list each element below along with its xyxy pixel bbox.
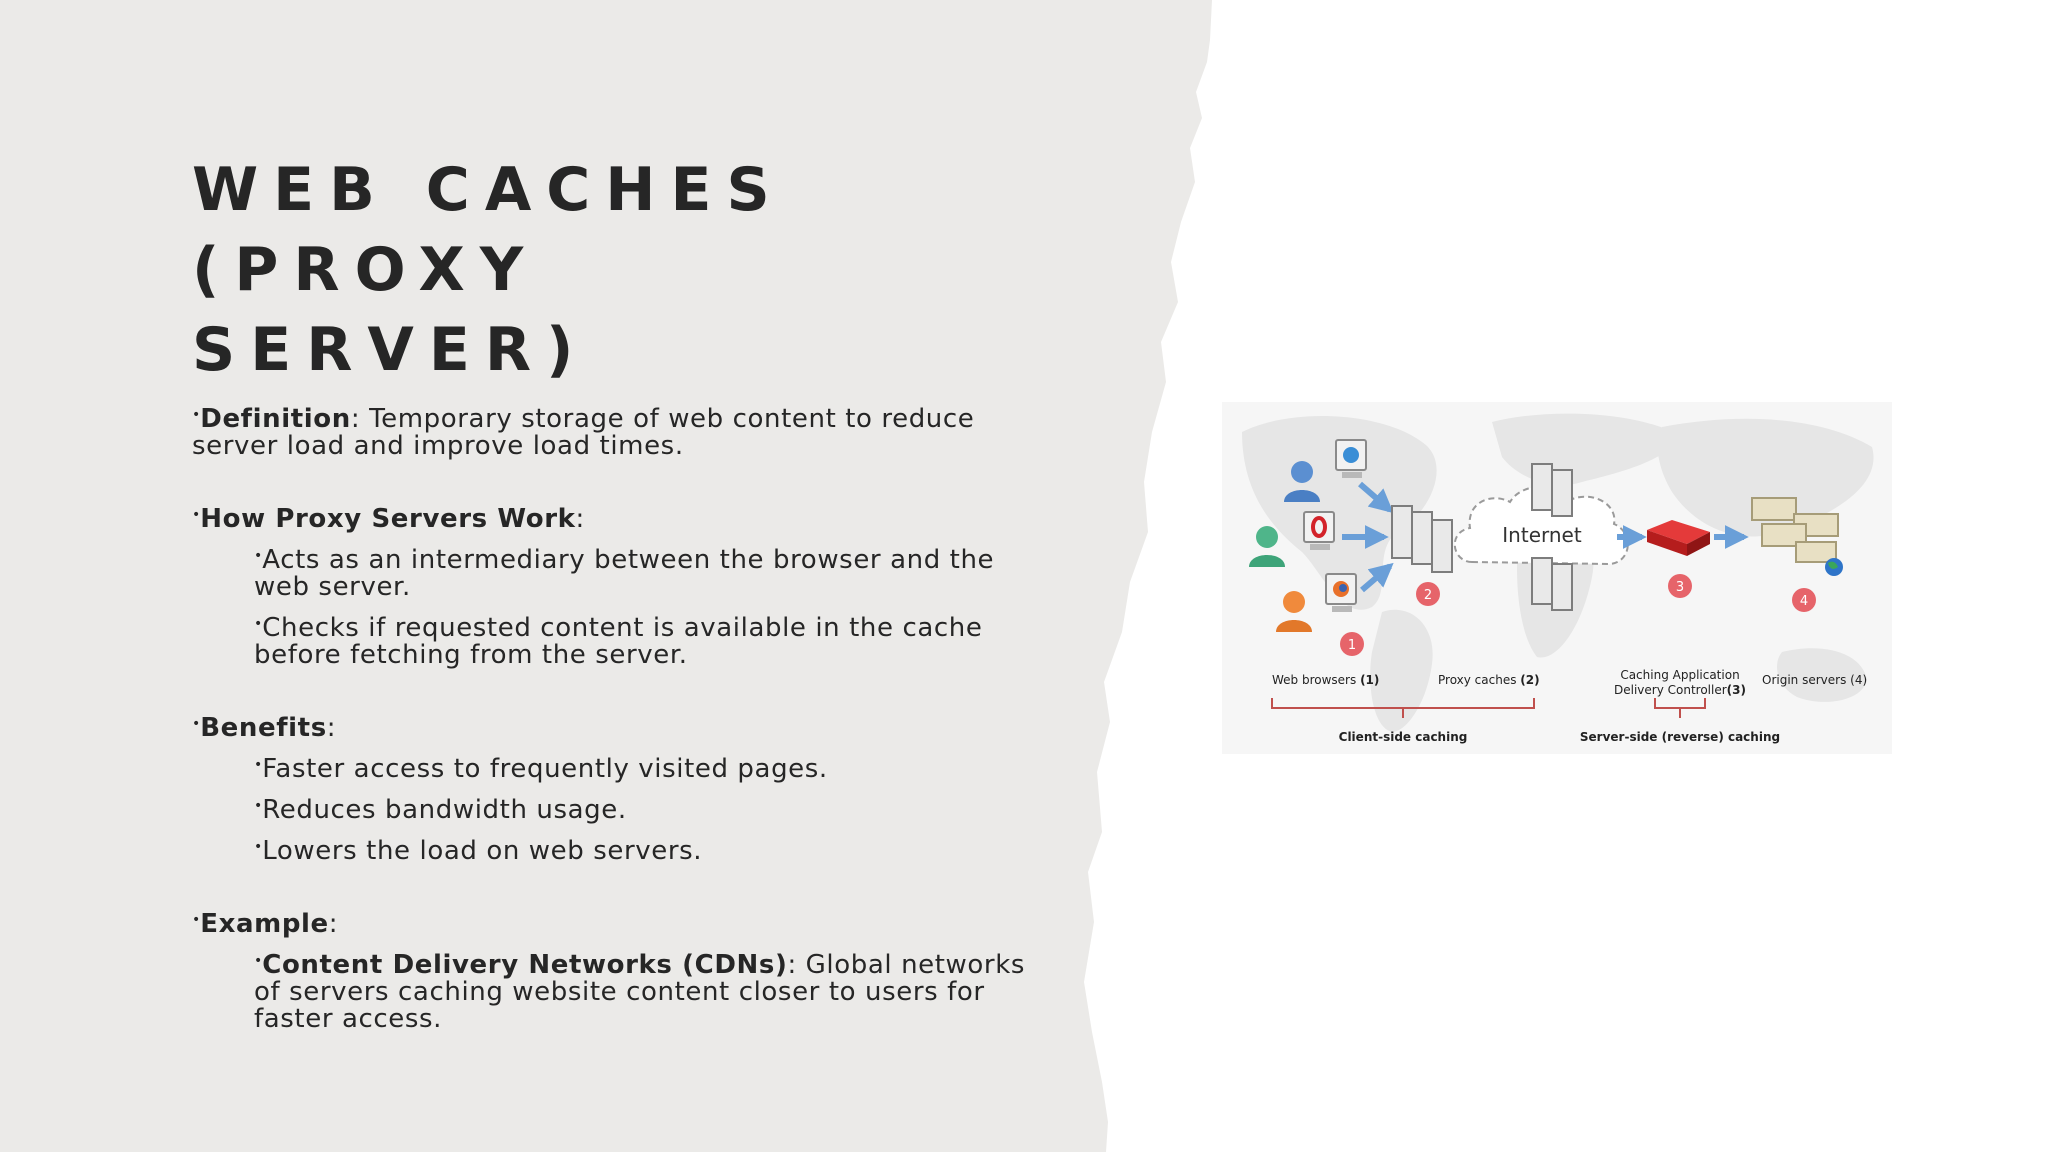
bullet-icon: • [192,507,201,523]
benefit-item [254,752,1052,783]
label-adc-line-2 [1614,683,1746,697]
label-proxy-caches-text: Proxy caches [1438,673,1521,687]
example-label: Example [200,909,329,939]
benefits-label: Benefits [200,713,327,743]
label-web-browsers [1272,673,1379,687]
slide-body [192,402,1052,1075]
how-it-works-item-text: Acts as an intermediary between the browser and the web server. [254,545,995,602]
internet-label: Internet [1502,523,1582,547]
how-it-works-item [254,543,1052,601]
bullet-icon: • [254,953,263,969]
label-adc-line-1: Caching Application [1620,668,1740,682]
benefits-suffix: : [326,713,337,743]
example-suffix: : [328,909,339,939]
benefit-item [254,834,1052,865]
bullet-icon: • [192,912,201,928]
label-web-browsers-text: Web browsers [1272,673,1361,687]
title-line-2: SERVER) [192,315,589,385]
bullet-icon: • [254,757,263,773]
globe-icon [1825,558,1843,576]
badge-2 [1416,582,1440,606]
benefit-item-text: Reduces bandwidth usage. [262,795,627,825]
example-heading [192,907,1052,938]
bullet-icon: • [254,839,263,855]
benefit-item-text: Faster access to frequently visited pages. [262,754,828,784]
label-adc-line-2-num: (3) [1726,683,1746,697]
badge-1-label: 1 [1347,638,1357,653]
how-it-works-suffix: : [575,504,585,534]
badge-3-label: 3 [1675,580,1685,595]
how-it-works-item-text: Checks if requested content is available in the cache before fetching from the server. [254,613,983,670]
label-proxy-caches-num: (2) [1520,673,1540,687]
web-caching-diagram [1222,402,1892,754]
how-it-works-heading [192,502,1052,533]
bullet-icon: • [254,798,263,814]
how-it-works-section [192,502,1052,669]
benefits-heading [192,711,1052,742]
definition-section [192,402,1052,460]
bullet-icon: • [192,716,201,732]
badge-4 [1792,588,1816,612]
internet-servers-bottom-icon [1532,558,1572,610]
example-item-label: Content Delivery Networks (CDNs) [262,950,788,980]
label-origin-servers: Origin servers (4) [1762,673,1868,687]
badge-3 [1668,574,1692,598]
label-server-side-caching: Server-side (reverse) caching [1579,730,1781,744]
internet-servers-top-icon [1532,464,1572,516]
example-section [192,907,1052,1033]
label-adc-line-2-text: Delivery Controller [1614,683,1727,697]
badge-4-label: 4 [1799,594,1809,609]
how-it-works-label: How Proxy Servers Work [200,504,576,534]
label-client-side-caching: Client-side caching [1338,730,1468,744]
badge-2-label: 2 [1423,588,1433,603]
how-it-works-item [254,611,1052,669]
benefit-item-text: Lowers the load on web servers. [262,836,703,866]
title-line-1: WEB CACHES (PROXY [192,155,785,305]
label-proxy-caches [1438,673,1540,687]
example-item-text: : Global networks of servers caching website content closer to users for faster access. [254,950,1025,1034]
benefit-item [254,793,1052,824]
bullet-icon: • [254,548,263,564]
definition-item [192,402,1052,460]
definition-label: Definition [200,404,351,434]
slide-title [192,150,1092,390]
badge-1 [1340,632,1364,656]
definition-text: : Temporary storage of web content to reduce server load and improve load times. [192,404,975,461]
bullet-icon: • [254,616,263,632]
benefits-section [192,711,1052,865]
example-item [254,948,1052,1033]
bullet-icon: • [192,407,201,423]
label-web-browsers-num: (1) [1360,673,1380,687]
